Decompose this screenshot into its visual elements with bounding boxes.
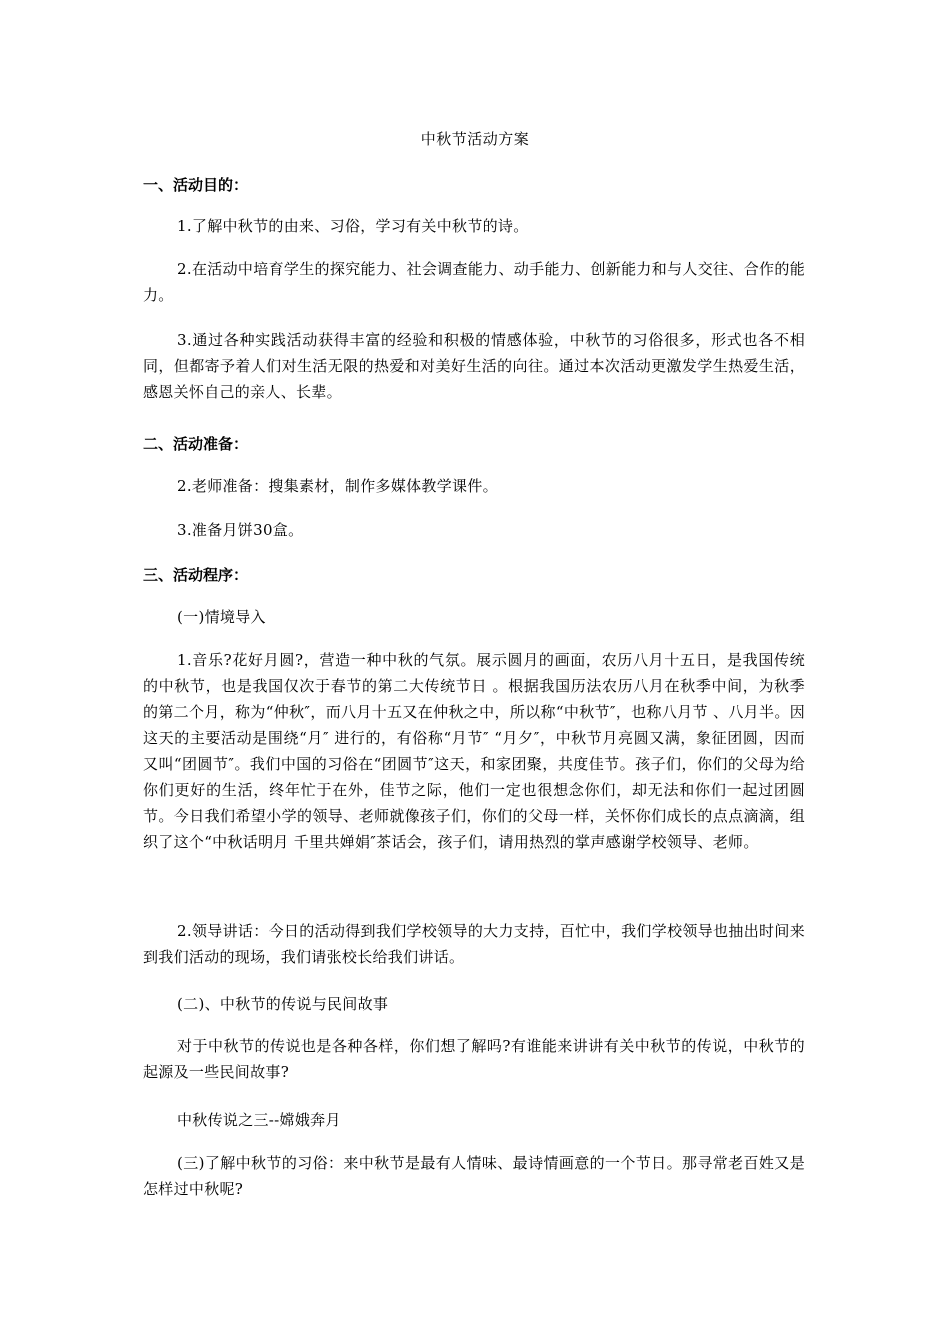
paragraph: 中秋传说之三--嫦娥奔月 (177, 1111, 341, 1129)
section-heading-purpose: 一、活动目的： (143, 176, 249, 194)
section-heading-procedure: 三、活动程序： (143, 566, 249, 584)
paragraph: 对于中秋节的传说也是各种各样，你们想了解吗?有谁能来讲讲有关中秋节的传说，中秋节的起源及一些民间故事? (143, 1037, 805, 1081)
paragraph: 1.了解中秋节的由来、习俗，学习有关中秋节的诗。 (177, 217, 529, 235)
paragraph: 2.领导讲话：今日的活动得到我们学校领导的大力支持，百忙中，我们学校领导也抽出时间来到我们活动的现场，我们请张校长给我们讲话。 (143, 922, 805, 966)
section-heading-preparation: 二、活动准备： (143, 435, 249, 453)
paragraph: 2.在活动中培育学生的探究能力、社会调查能力、动手能力、创新能力和与人交往、合作的能力。 (143, 260, 805, 304)
paragraph: 3.通过各种实践活动获得丰富的经验和积极的情感体验，中秋节的习俗很多，形式也各不相同，但都寄予着人们对生活无限的热爱和对美好生活的向往。通过本次活动更激发学生热爱生活，感恩关怀自己的亲人、长辈。 (143, 331, 805, 401)
paragraph: 2.老师准备：搜集素材，制作多媒体教学课件。 (177, 477, 498, 495)
paragraph: (二)、中秋节的传说与民间故事 (177, 995, 389, 1013)
paragraph: 3.准备月饼30盒。 (177, 521, 304, 539)
paragraph: (一)情境导入 (177, 608, 266, 626)
paragraph: (三)了解中秋节的习俗：来中秋节是最有人情味、最诗情画意的一个节日。那寻常老百姓又是怎样过中秋呢? (143, 1154, 805, 1198)
paragraph: 1.音乐?花好月圆?，营造一种中秋的气氛。展示圆月的画面，农历八月十五日，是我国传统的中秋节，也是我国仅次于春节的第二大传统节日 。根据我国历法农历八月在秋季中间，为秋季的第二个月，称为“仲秋″，而八月十五又在仲秋之中，所以称“中秋节″，也称八月节 、八月半。因这天的主要活动是围绕“月″ 进行的，有俗称“月节″ “月夕″，中秋节月亮圆又满，象征团圆，因而又叫“团圆节″。我们中国的习俗在“团圆节″这天，和家团聚，共度佳节。孩子们，你们的父母为给你们更好的生活，终年忙于在外，佳节之际，他们一定也很想念你们，却无法和你们一起过团圆节。今日我们希望小学的领导、老师就像孩子们，你们的父母一样，关怀你们成长的点点滴滴，组织了这个“中秋话明月 千里共婵娟″茶话会，孩子们，请用热烈的掌声感谢学校领导、老师。 (143, 651, 805, 851)
document-title: 中秋节活动方案 (420, 130, 530, 148)
